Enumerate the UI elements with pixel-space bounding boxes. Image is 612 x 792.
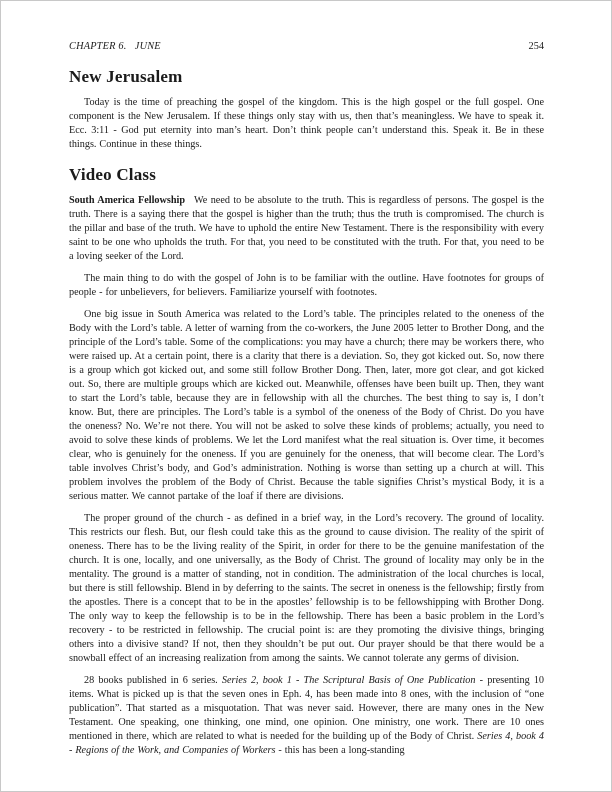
page-number: 254 [528,41,544,52]
text-run: 28 books published in 6 series. [84,675,222,686]
text-run: Today is the time of preaching the gospel of the kingdom. This is the high gospel or the full gospel. One component is the New Jerusalem. If these things only stay with us, then that’s meaningless. We have to speak it. Ecc. 3:11 - God put eternity into man’s heart. Don’t think people can’t understand this. Speak it. Be in these things. Continue in these things. [69,97,544,150]
paragraph [69,512,544,666]
paragraph [69,194,544,264]
paragraph [69,308,544,504]
text-run: The proper ground of the church - as defined in a brief way, in the Lord’s recovery. The ground of locality. This restricts our flesh. But, our flesh could take this as the ground to cause division. The reality of the spirit of oneness. There has to be the living reality of the Spirit, in order for there to be the genuine manifestation of the church. It is one, locally, and one universally, as the Body of Christ. The ground of locality may only be in the mentality. The ground is a matter of standing, not in condition. The administration of the local churches is local, but there is still fellowship. Blend in by deferring to the saints. The secret in oneness is the fellowship; firstly from the apostles. There is a concept that to be in the apostles’ fellowship is to be fellowshipping with Brother Dong. The only way to keep the fellowship is to be in the fellowship. There has been a basic problem in the Lord’s recovery - to be restricted in fellowship. The crucial point is: are they promoting the divisive things, bringing others into a divisive stand? If not, then they shouldn’t be put out. Our prayer should be that there would be a snowball effect of an increasing realization from among the saints. We cannot tolerate any germs of division. [69,513,544,664]
paragraph [69,272,544,300]
document-body [69,67,544,758]
text-run-bold-lead: South America Fellowship [69,195,185,206]
text-run: The main thing to do with the gospel of John is to be familiar with the outline. Have footnotes for groups of people - for unbelievers, for believers. Familiarize yourself with footnotes. [69,273,544,298]
text-run: One big issue in South America was related to the Lord’s table. The principles related to the oneness of the Body with the Lord’s table. A letter of warning from the co-workers, the June 2005 letter to Brother Dong, and the principle of the Lord’s table. Some of the complications: you may have a church; there may be workers there, who were raised up. At a certain point, there is a clarity that there is a deviation. So, they got kicked out. So, now there is a group which got kicked out, and some still follow Brother Dong. Then, later, more got clear, and got kicked out. So, there are multiple groups which are kicked out. Meanwhile, offenses have been built up. Then, they want to start the Lord’s table, because they are in fellowship with all the churches. The best thing to say is, I don’t know. But, there are principles. The Lord’s table is a symbol of the oneness of the Body of Christ. Do you have the oneness? No. We’re not there. You will not be asked to solve these kinds of problems; actually, you need to avoid to solve these kinds of problems. We let the Lord manifest what the real situation is. Over time, it becomes clear, who is genuinely for the oneness. If you are genuinely for the oneness, that will become clear. The Lord’s table involves Christ’s body, and God’s administration. Nothing is worse than setting up a church at will. This problem involves the problem of the Body of Christ. Because the table signifies Christ’s mystical Body, it is a serious matter. We cannot partake of the loaf if there are divisions. [69,309,544,502]
text-run: - this has been a long-standing [275,745,405,756]
text-run: - presenting 10 items. What is picked up is that the seven ones in Eph. 4, has been made into 8 ones, with the inclusion of “one publication”. That started as a misquotation. That was never said. However, there are many ones in the New Testament. One speaking, one thinking, one mind, one opinion. One ministry, one work. There are 10 ones mentioned in there, which are related to what is needed for the building up of the Body of Christ. [69,675,545,742]
text-run-italic: Series 2, book 1 - The Scriptural Basis of One Publication [221,675,476,686]
section-heading-video-class: Video Class [69,165,157,184]
paragraph [69,96,544,152]
section-heading-new-jerusalem: New Jerusalem [69,67,183,86]
text-run: We need to be absolute to the truth. This is regardless of persons. The gospel is the truth. There is a saying there that the gospel is higher than the truth; thus the truth is compromised. The church is the pillar and base of the truth. We have to uphold the entire New Testament. There is the responsibility with every saint to be one who upholds the truth. For that, you need to be constituted with the truth. For that, you need to be a loving seeker of the Lord. [69,195,544,262]
running-header [69,41,544,52]
chapter-header-text: CHAPTER 6. JUNE [69,41,161,52]
paragraph [69,674,544,758]
text-run-italic: Series 4, book 4 - Regions of the Work, and Companies of Workers [69,731,544,756]
